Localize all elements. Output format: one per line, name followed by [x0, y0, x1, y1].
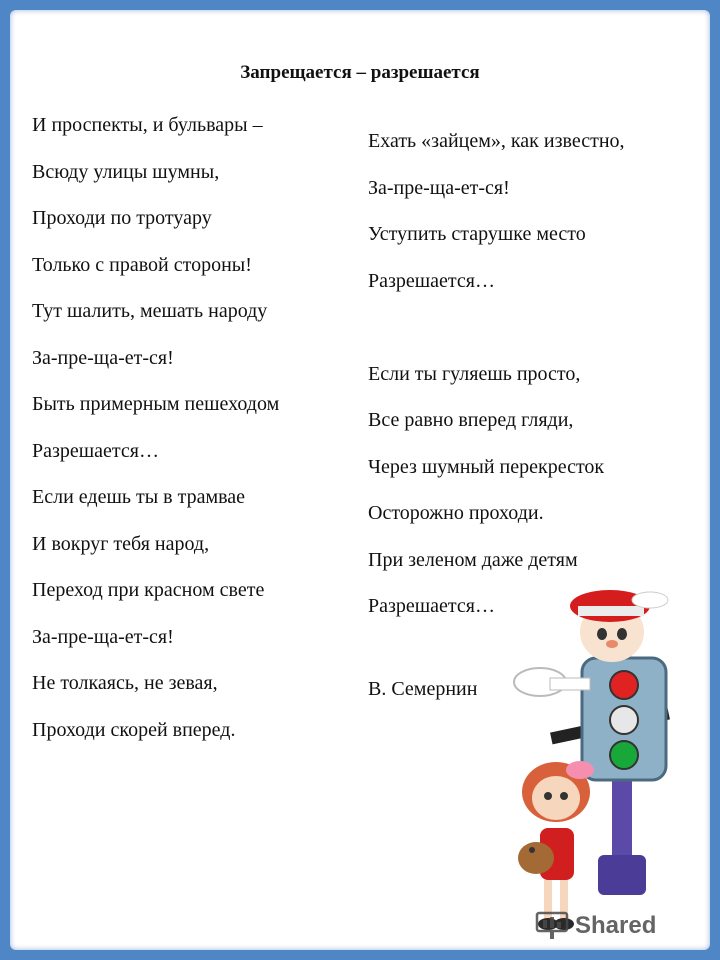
poem-line: Проходи по тротуару: [32, 207, 212, 229]
poem-line: И вокруг тебя народ,: [32, 532, 210, 555]
poem-line: И проспекты, и бульвары –: [32, 114, 263, 136]
poem-line: Не толкаясь, не зевая,: [32, 672, 218, 694]
poem-line: Все равно вперед гляди,: [368, 409, 574, 431]
poem-line: Переход при красном свете: [32, 579, 265, 601]
poem-line: Ехать «зайцем», как известно,: [368, 130, 625, 152]
watermark: [535, 906, 705, 946]
watermark-text: Shared: [575, 912, 657, 939]
poem-line: Проходи скорей вперед.: [32, 718, 236, 741]
poem-line: Если ты гуляешь просто,: [368, 362, 581, 385]
poem-line: Только с правой стороны!: [32, 253, 252, 276]
poem-line: Разрешается…: [368, 269, 495, 292]
poem-line: Через шумный перекресток: [368, 455, 605, 478]
poem-line: За-пре-ща-ет-ся!: [32, 346, 174, 369]
poem-author: В. Семернин: [368, 678, 478, 700]
poem-title: Запрещается – разрешается: [240, 62, 480, 83]
poem-line: Уступить старушке место: [368, 223, 586, 245]
slideshare-icon: [535, 911, 569, 941]
poem-line: За-пре-ща-ет-ся!: [368, 176, 510, 199]
poem-line: Всюду улицы шумны,: [32, 160, 220, 183]
left-column: [32, 102, 362, 753]
poem-line: Разрешается…: [368, 595, 495, 617]
poem-line: Тут шалить, мешать народу: [32, 300, 268, 322]
document-page: [10, 10, 710, 950]
poem-line: Быть примерным пешеходом: [32, 393, 280, 415]
poem-line: За-пре-ща-ет-ся!: [32, 625, 174, 648]
poem-line: Осторожно проходи.: [368, 502, 544, 524]
poem-line: Разрешается…: [32, 439, 159, 462]
poem-line: Если едешь ты в трамвае: [32, 486, 246, 508]
stanza-gap: [368, 304, 708, 351]
poem-line: При зеленом даже детям: [368, 548, 578, 571]
